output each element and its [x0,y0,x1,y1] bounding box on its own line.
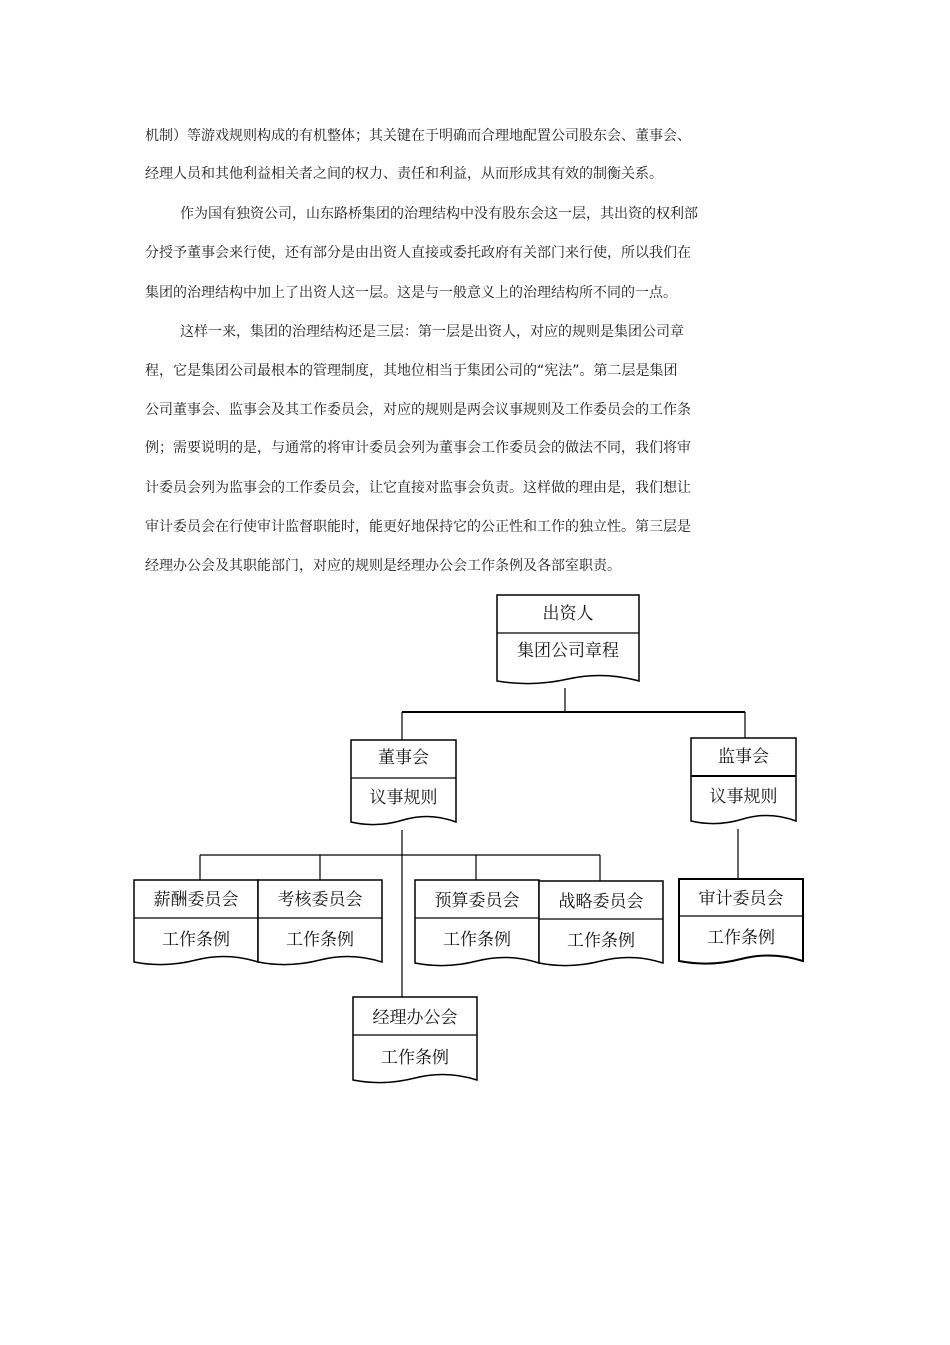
compensation-committee-node [134,880,258,970]
strategy-committee-node [539,881,663,971]
strategy-committee-title: 战略委员会 [558,892,644,912]
board-rule: 议事规则 [369,788,438,808]
manager-office-rule: 工作条例 [381,1048,449,1068]
strategy-committee-rule: 工作条例 [567,931,635,951]
paragraph-line: 这样一来，集团的治理结构还是三层：第一层是出资人，对应的规则是集团公司章 [180,324,684,340]
audit-committee-node [679,879,803,969]
paragraph-line: 公司董事会、监事会及其工作委员会，对应的规则是两会议事规则及工作委员会的工作条 [145,402,691,418]
budget-committee-title: 预算委员会 [434,891,520,911]
investor-title: 出资人 [542,604,594,624]
paragraph-line: 例；需要说明的是，与通常的将审计委员会列为董事会工作委员会的做法不同，我们将审 [145,440,691,456]
manager-office-title: 经理办公会 [372,1008,458,1028]
compensation-committee-title: 薪酬委员会 [153,890,239,910]
paragraph-line: 审计委员会在行使审计监督职能时，能更好地保持它的公正性和工作的独立性。第三层是 [145,519,691,535]
supervisory-rule: 议事规则 [709,787,778,807]
audit-committee-title: 审计委员会 [698,889,784,909]
paragraph-line: 程，它是集团公司最根本的管理制度，其地位相当于集团公司的“宪法”。第二层是集团 [145,363,678,379]
compensation-committee-rule: 工作条例 [162,930,230,950]
paragraph-line: 经理办公会及其职能部门，对应的规则是经理办公会工作条例及各部室职责。 [145,558,621,574]
paragraph-line: 经理人员和其他利益相关者之间的权力、责任和利益，从而形成其有效的制衡关系。 [145,166,663,182]
paragraph-line: 作为国有独资公司，山东路桥集团的治理结构中没有股东会这一层，其出资的权利部 [180,206,698,222]
assessment-committee-node [258,880,382,970]
supervisory-title: 监事会 [718,747,769,767]
assessment-committee-rule: 工作条例 [286,930,354,950]
investor-node [497,595,639,689]
audit-committee-rule: 工作条例 [707,928,775,948]
budget-committee-node [415,880,539,971]
budget-committee-rule: 工作条例 [443,930,511,950]
supervisory-node [691,738,796,829]
paragraph-line: 机制）等游戏规则构成的有机整体；其关键在于明确而合理地配置公司股东会、董事会、 [145,128,691,144]
paragraph-line: 集团的治理结构中加上了出资人这一层。这是与一般意义上的治理结构所不同的一点。 [145,285,677,301]
board-title: 董事会 [378,748,429,768]
board-node [351,740,456,830]
investor-rule: 集团公司章程 [517,641,619,661]
assessment-committee-title: 考核委员会 [277,890,363,910]
manager-office-node [353,997,477,1088]
paragraph-line: 计委员会列为监事会的工作委员会，让它直接对监事会负责。这样做的理由是，我们想让 [145,480,691,496]
paragraph-line: 分授予董事会来行使，还有部分是由出资人直接或委托政府有关部门来行使，所以我们在 [145,245,691,261]
